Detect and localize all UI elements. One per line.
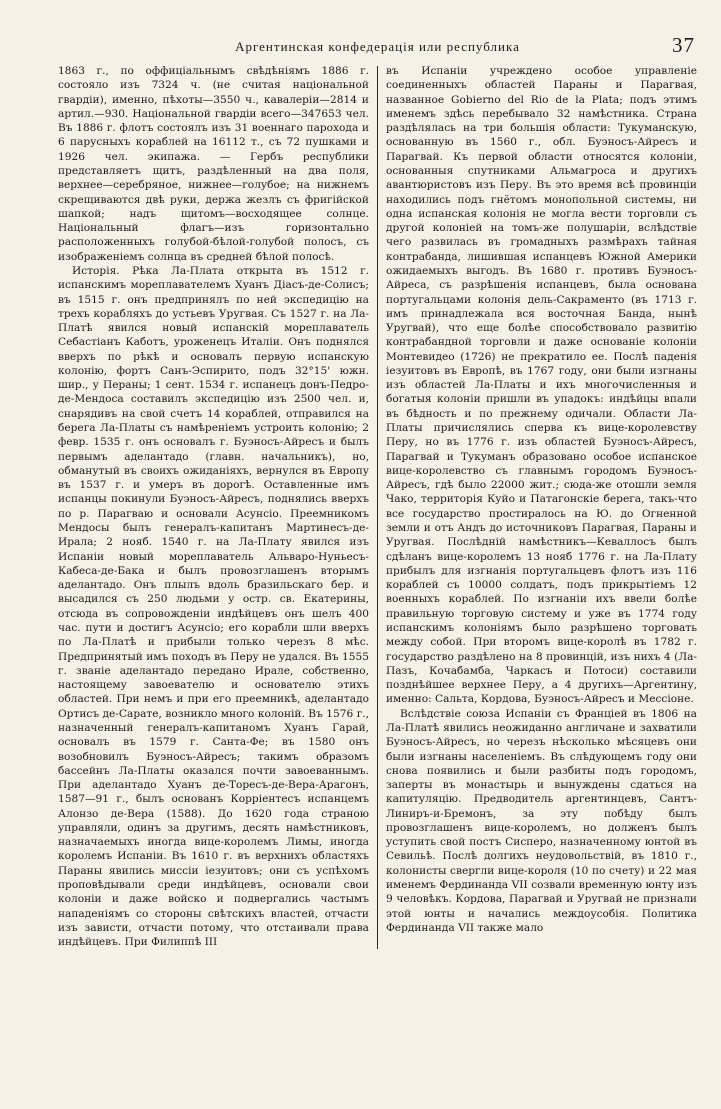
left-paragraph-1: 1863 г., по оффиціальнымъ свѣдѣніямъ 1886 г. состояло изъ 7324 ч. (не считая національной гвардіи), именно, пѣхоты—3550 ч., кавалеріи—2814 и артил.—930. Національной гвардіи всего—347653 чел. Въ 1886 г. флотъ состоялъ изъ 31 военнаго парохода и 6 парусныхъ кораблей на 16112 т., съ 72 пушками и 1926 чел. экипажа. — Гербъ республики представляетъ щитъ, раздѣленный на два поля, верхнее—серебряное, нижнее—голубое; на нижнемъ скрещиваются двѣ руки, держа жезлъ съ фригійской шапкой; надъ щитомъ—восходящее солнце. Національный флагъ—изъ горизонтально расположенныхъ голубой-бѣлой-голубой полосъ, съ изображеніемъ солнца въ средней бѣлой полосѣ.: [58, 65, 369, 263]
left-paragraph-2: Исторія. Рѣка Ла-Плата открыта въ 1512 г. испанскимъ мореплавателемъ Хуанъ Діасъ-де-Солисъ; въ 1515 г. онъ предпринялъ по ней экспедицію на трехъ корабляхъ до устьевъ Уругвая. Съ 1527 г. на Ла-Платѣ явился новый испанскій мореплаватель Себастіанъ Каботъ, уроженецъ Италіи. Онъ поднялся вверхъ по рѣкѣ и основалъ первую испанскую колонію, фортъ Санъ-Эспирито, подъ 32°15' южн. шир., у Пераны; 1 сент. 1534 г. испанецъ донъ-Педро-де-Мендоса составилъ экспедицію изъ 2500 чел. и, снарядивъ на свой счетъ 14 кораблей, отправился на берега Ла-Платы съ намѣреніемъ устроить колонію; 2 февр. 1535 г. онъ основалъ г. Буэносъ-Айресъ и былъ первымъ аделантадо (главн. начальникъ), но, обманутый въ своихъ ожиданіяхъ, вернулся въ Европу въ 1537 г. и умеръ въ дорогѣ. Оставленные имъ испанцы покинули Буэносъ-Айресъ, поднялись вверхъ по р. Парагваю и основали Асунсіо. Преемникомъ Мендосы былъ генералъ-капитанъ Мартинесъ-де-Ирала; 2 нояб. 1540 г. на Ла-Плату явился изъ Испаніи новый мореплаватель Альваро-Нуньесъ-Кабеса-де-Бака и былъ провозглашенъ вторымъ аделантадо. Онъ плылъ вдоль бразильскаго бер. и высадился съ 250 людьми у остр. св. Екатерины, отсюда въ сопровожденіи индѣйцевъ онъ шелъ 400 час. пути и достигъ Асунсіо; его корабли шли вверхъ по Ла-Платѣ и прибыли только черезъ 8 мѣс. Предпринятый имъ походъ въ Перу не удался. Въ 1555 г. званіе аделантадо передано Ирале, собственно, настоящему завоевателю и основателю этихъ областей. При немъ и при его преемникѣ, аделантадо Ортисъ де-Сарате, возникло много колоній. Въ 1576 г., назначенный генералъ-капитаномъ Хуанъ Гарай, основалъ въ 1579 г. Санта-Фе; въ 1580 онъ возобновилъ Буэносъ-Айресъ; такимъ образомъ бассейнъ Ла-Платы оказался почти завоеваннымъ. При аделантадо Хуанъ де-Торесъ-де-Вера-Арагонъ, 1587—91 г., былъ основанъ Корріентесъ испанцемъ Алонзо де-Вера (1588). До 1620 года страною управляли, одинъ за другимъ, десять намѣстниковъ, назначаемыхъ иногда вице-королемъ Лимы, иногда королемъ Испаніи. Въ 1610 г. въ верхнихъ областяхъ Параны явились миссіи іезуитовъ; они съ успѣхомъ проповѣдывали среди индѣйцевъ, основали свои колоніи и даже войско и подвергались частымъ нападеніямъ со стороны свѣтскихъ властей, отчасти изъ зависти, отчасти потому, что отстаивали права индѣйцевъ. При Филиппѣ III: [58, 264, 369, 949]
right-paragraph-1: въ Испаніи учреждено особое управленіе соединенныхъ областей Параны и Парагвая, названное Gobierno del Rio de la Plata; подъ этимъ именемъ здѣсь перебывало 32 намѣстника. Страна раздѣлялась на три большія области: Тукуманскую, основанную въ 1560 г., обл. Буэносъ-Айресъ и Парагвай. Къ первой области относятся колоніи, основанныя спутниками Альмагроса и другихъ авантюристовъ изъ Перу. Въ это время всѣ провинціи находились подъ гнётомъ монопольной системы, ни одна испанская колонія не могла вести торговли съ другой колоніей на томъ-же полушаріи, вслѣдствіе чего развилась въ громадныхъ размѣрахъ тайная контрабанда, лишившая испанцевъ Южной Америки ожидаемыхъ выгодъ. Въ 1680 г. противъ Буэносъ-Айреса, съ разрѣшенія испанцевъ, была основана португальцами колонія дель-Сакраменто (въ 1713 г. имъ принадлежала вся восточная Банда, нынѣ Уругвай), что еще болѣе способствовало развитію контрабандной торговли и даже основаніе колоніи Монтевидео (1726) не прекратило ее. Послѣ паденія іезуитовъ въ Европѣ, въ 1767 году, они были изгнаны изъ областей Ла-Платы и ихъ многочисленныя и богатыя колоніи пришли въ упадокъ: индѣйцы впали въ бѣдность и по прежнему одичали. Области Ла-Платы причислялись сперва къ вице-королевству Перу, но въ 1776 г. изъ областей Буэносъ-Айресъ, Парагвай и Тукуманъ образовано особое испанское вице-королевство съ главнымъ городомъ Буэносъ-Айресъ, гдѣ было 22000 жит.; сюда-же отошли земля Чако, территорія Куйо и Патагонскіе берега, такъ-что все государство простиралось на Ю. до Огненной земли и отъ Андъ до источниковъ Парагвая, Параны и Уругвая. Послѣдній намѣстникъ—Кеваллосъ былъ сдѣланъ вице-королемъ 13 нояб 1776 г. на Ла-Плату прибылъ для изгнанія португальцевъ флотъ изъ 116 кораблей съ 10000 солдатъ, подъ прикрытіемъ 12 военныхъ кораблей. По изгнаніи ихъ ввели болѣе правильную торговую систему и уже въ 1774 году испанскимъ колоніямъ было разрѣшено торговать между собой. При второмъ вице-королѣ въ 1782 г. государство раздѣлено на 8 провинцій, изъ нихъ 4 (Ла-Пазъ, Кочабамба, Чаркасъ и Потоси) составили позднѣйшее верхнее Перу, а 4 другихъ—Аргентину, именно: Сальта, Кордова, Буэносъ-Айресъ и Мессіоне.: [386, 65, 697, 706]
right-paragraph-2: Вслѣдствіе союза Испаніи съ Франціей въ 1806 на Ла-Платѣ явились неожиданно англичане и захватили Буэносъ-Айресъ, но черезъ нѣсколько мѣсяцевъ они были изгнаны населеніемъ. Въ слѣдующемъ году они снова появились и были разбиты подъ городомъ, заперты въ монастырь и вынуждены сдаться на капитуляцію. Предводитель аргентинцевъ, Сантъ-Линиръ-и-Бремонъ, за эту побѣду былъ провозглашенъ вице-королемъ, но долженъ былъ уступить свой постъ Сисперо, назначенному юнтой въ Севильѣ. Послѣ долгихъ неудовольствій, въ 1810 г., колонисты свергли вице-короля (10 по счету) и 22 мая именемъ Фердинанда VII созвали временную юнту изъ 9 человѣкъ. Кордова, Парагвай и Уругвай не признали этой юнты и начались междоусобія. Политика Фердинанда VII также мало: [386, 707, 697, 934]
running-title: Аргентинская конфедерація или республика: [235, 39, 520, 54]
left-column: [58, 64, 369, 949]
page-number: 37: [672, 33, 695, 57]
right-column: [386, 64, 697, 949]
column-divider: [377, 66, 378, 949]
text-columns: [58, 64, 697, 949]
running-head: [58, 30, 697, 60]
